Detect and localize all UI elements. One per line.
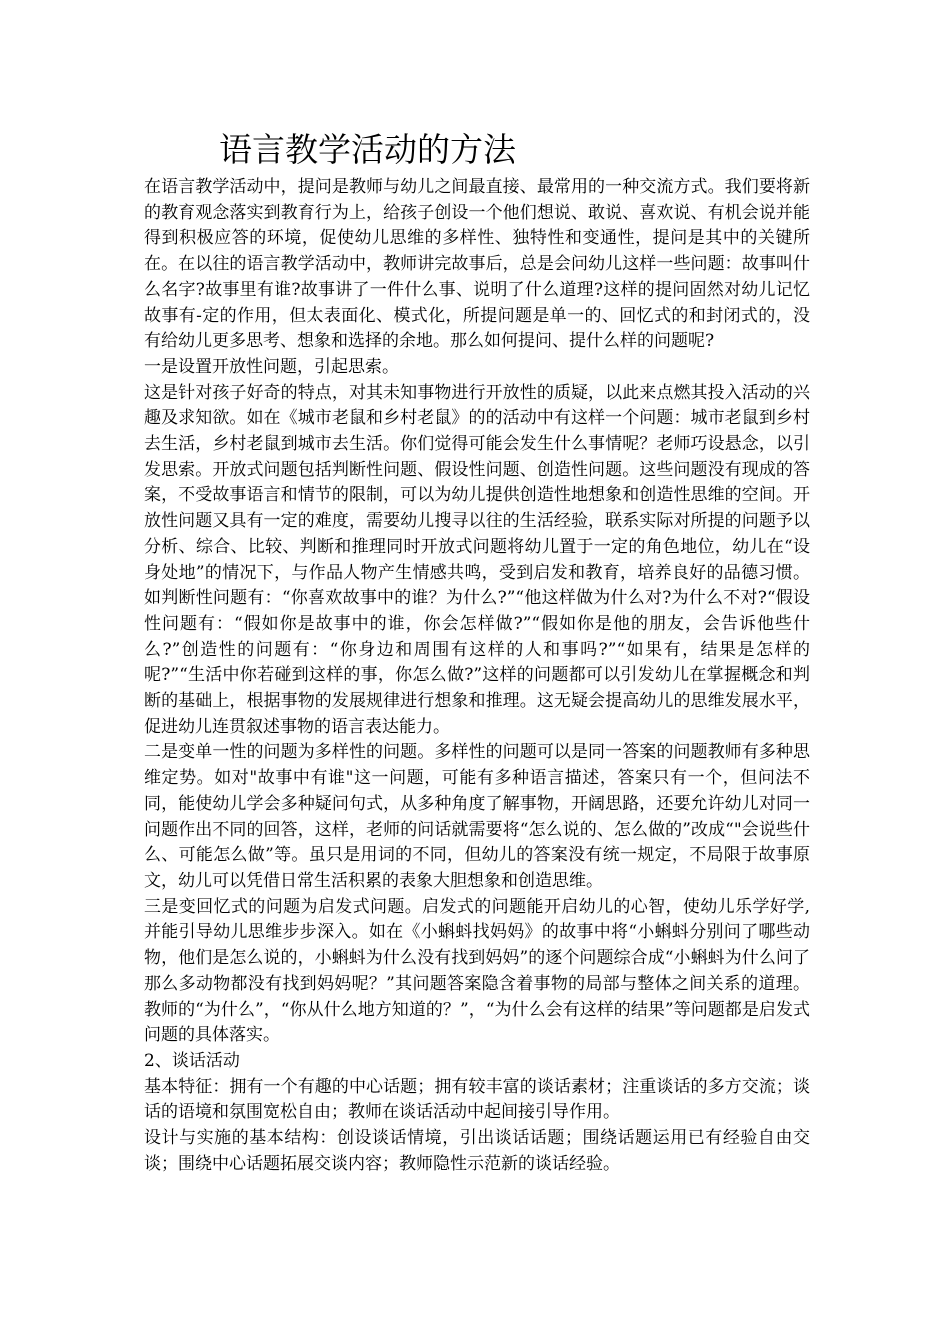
paragraph-open-questions: 这是针对孩子好奇的特点，对其未知事物进行开放性的质疑，以此来点燃其投入活动的兴趣及求知欲。如在《城市老鼠和乡村老鼠》的的活动中有这样一个问题：城市老鼠到乡村去生活，乡村老鼠到城市去生活。你们觉得可能会发生什么事情呢？老师巧设悬念，以引发思索。开放式问题包括判断性问题、假设性问题、创造性问题。这些问题没有现成的答案，不受故事语言和情节的限制，可以为幼儿提供创造性地想象和创造性思维的空间。开放性问题又具有一定的难度，需要幼儿搜寻以往的生活经验，联系实际对所提的问题予以分析、综合、比较、判断和推理同时开放式问题将幼儿置于一定的角色地位，幼儿在“设身处地”的情况下，与作品人物产生情感共鸣，受到启发和教育，培养良好的品德习惯。如判断性问题有：“你喜欢故事中的谁？为什么?”“他这样做为什么对?为什么不对?“假设性问题有：“假如你是故事中的谁，你会怎样做?”“假如你是他的朋友，会告诉他些什么?”创造性的问题有：“你身边和周围有这样的人和事吗?”“如果有，结果是怎样的呢?”“生活中你若碰到这样的事，你怎么做?”这样的问题都可以引发幼儿在掌握概念和判断的基础上，根据事物的发展规律进行想象和推理。这无疑会提高幼儿的思维发展水平，促进幼儿连贯叙述事物的语言表达能力。 [144,382,810,737]
paragraph-intro: 在语言教学活动中，提问是教师与幼儿之间最直接、最常用的一种交流方式。我们要将新的教育观念落实到教育行为上，给孩子创设一个他们想说、敢说、喜欢说、有机会说并能得到积极应答的环境，促使幼儿思维的多样性、独特性和变通性，提问是其中的关键所在。在以往的语言教学活动中，教师讲完故事后，总是会问幼儿这样一些问题：故事叫什么名字?故事里有谁?故事讲了一件什么事、说明了什么道理?这样的提问固然对幼儿记忆故事有-定的作用，但太表面化、模式化，所提问题是单一的、回忆式的和封闭式的，没有给幼儿更多思考、想象和选择的余地。那么如何提问、提什么样的问题呢? [144,177,810,352]
paragraph-heading-open-questions: 一是设置开放性问题，引起思索。 [144,356,399,377]
paragraph-conversation-structure: 设计与实施的基本结构：创设谈话情境，引出谈话话题；围绕话题运用已有经验自由交谈；围绕中心话题拓展交谈内容；教师隐性示范新的谈话经验。 [144,1128,810,1174]
paragraph-conversation-features: 基本特征：拥有一个有趣的中心话题；拥有较丰富的谈话素材；注重谈话的多方交流；谈话的语境和氛围宽松自由；教师在谈话活动中起间接引导作用。 [144,1076,810,1123]
paragraph-heading-conversation: 2、谈话活动 [144,1050,240,1071]
document-body [144,175,810,1177]
paragraph-diverse-questions: 二是变单一性的问题为多样性的问题。多样性的问题可以是同一答案的问题教师有多种思维定势。如对"故事中有谁"这一问题，可能有多种语言描述，答案只有一个，但问法不同，能使幼儿学会多种疑问句式，从多种角度了解事物，开阔思路，还要允许幼儿对同一问题作出不同的回答，这样，老师的问话就需要将“怎么说的、怎么做的”改成“"会说些什么、可能怎么做”等。虽只是用词的不同，但幼儿的答案没有统一规定，不局限于故事原文，幼儿可以凭借日常生活积累的表象大胆想象和创造思维。 [144,742,810,891]
paragraph-heuristic-questions: 三是变回忆式的问题为启发式问题。启发式的问题能开启幼儿的心智，使幼儿乐学好学,并能引导幼儿思维步步深入。如在《小蝌蚪找妈妈》的故事中将“小蝌蚪分别问了哪些动物，他们是怎么说的，小蝌蚪为什么没有找到妈妈”的逐个问题综合成“小蝌蚪为什么问了那么多动物都没有找到妈妈呢？”其问题答案隐含着事物的局部与整体之间关系的道理。教师的“为什么”，“你从什么地方知道的？”，“为什么会有这样的结果”等问题都是启发式问题的具体落实。 [144,896,810,1046]
document-title: 语言教学活动的方法 [219,130,516,169]
